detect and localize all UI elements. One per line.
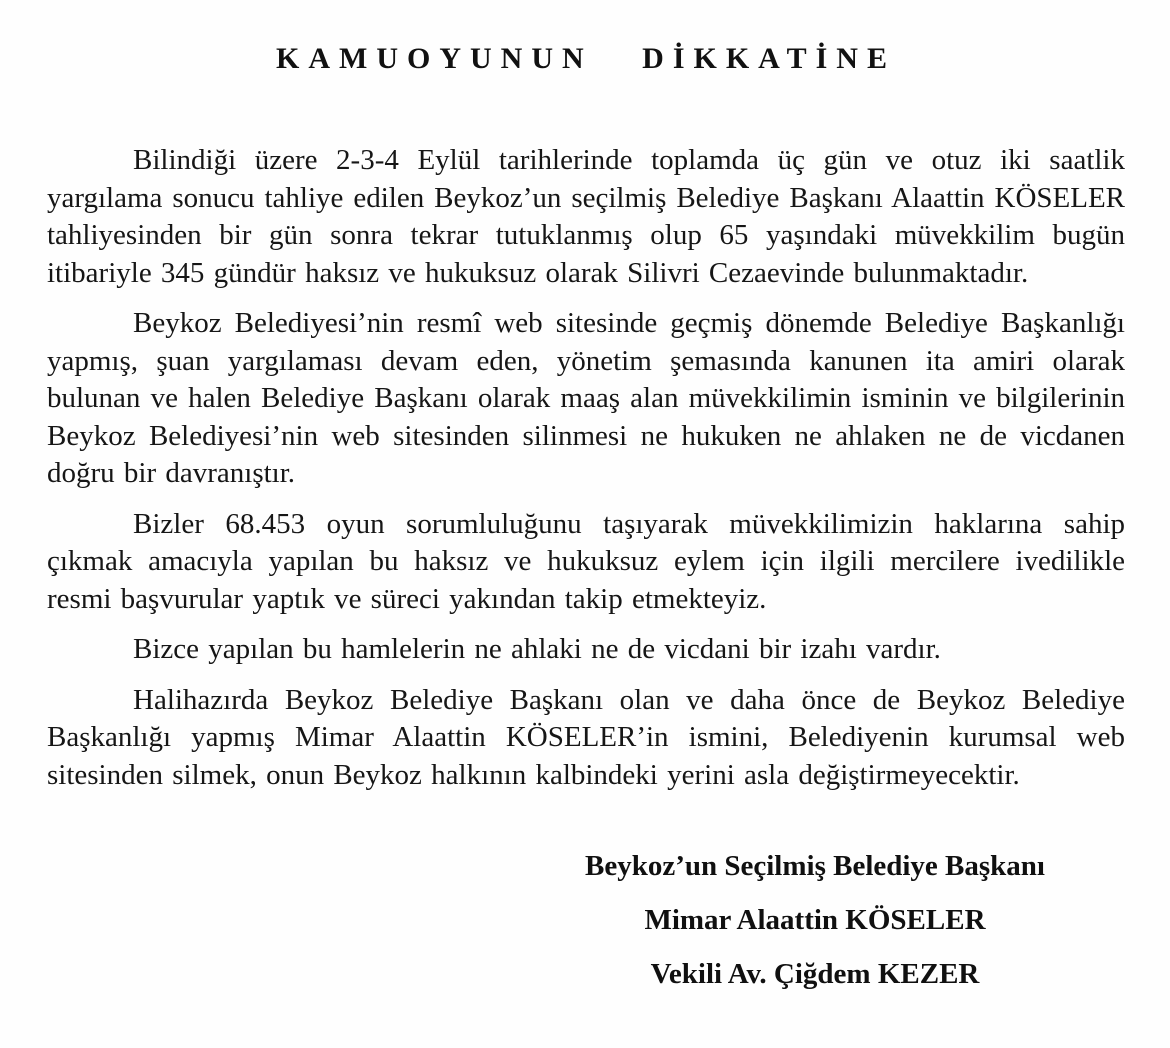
signature-attorney-line: Vekili Av. Çiğdem KEZER	[650, 958, 980, 990]
signature-name-line: Mimar Alaattin KÖSELER	[644, 904, 986, 936]
document-body	[47, 142, 1125, 794]
paragraph-4: Bizce yapılan bu hamlelerin ne ahlaki ne de vicdani bir izahı vardır.	[133, 633, 941, 665]
document-title: KAMUOYUNUN DİKKATİNE	[276, 42, 896, 75]
paragraph-3: Bizler 68.453 oyun sorumluluğunu taşıyarak müvekkilimizin haklarına sahip çıkmak amacıyla yapılan bu haksız ve hukuksuz eylem için ilgili mercilere ivedilikle resmi başvurular yaptık ve süreci yakından takip etmekteyiz.	[47, 507, 1125, 615]
paragraph-1: Bilindiği üzere 2-3-4 Eylül tarihlerinde toplamda üç gün ve otuz iki saatlik yargılama sonucu tahliye edilen Beykoz’un seçilmiş Belediye Başkanı Alaattin KÖSELER tahliyesinden bir gün sonra tekrar tutuklanmış olup 65 yaşındaki müvekkilim bugün itibariyle 345 gündür haksız ve hukuksuz olarak Silivri Cezaevinde bulunmaktadır.	[47, 144, 1125, 289]
signature-block	[555, 848, 1075, 992]
paragraph-5: Halihazırda Beykoz Belediye Başkanı olan ve daha önce de Beykoz Belediye Başkanlığı yapmış Mimar Alaattin KÖSELER’in ismini, Belediyenin kurumsal web sitesinden silmek, onun Beykoz halkının kalbindeki yerini asla değiştirmeyecektir.	[47, 683, 1125, 791]
paragraph-2: Beykoz Belediyesi’nin resmî web sitesinde geçmiş dönemde Belediye Başkanlığı yapmış, şuan yargılaması devam eden, yönetim şemasında kanunen ita amiri olarak bulunan ve halen Belediye Başkanı olarak maaş alan müvekkilimin isminin ve bilgilerinin Beykoz Belediyesi’nin web sitesinden silinmesi ne hukuken ne ahlaken ne de vicdanen doğru bir davranıştır.	[47, 307, 1125, 489]
signature-role-line: Beykoz’un Seçilmiş Belediye Başkanı	[584, 850, 1045, 882]
